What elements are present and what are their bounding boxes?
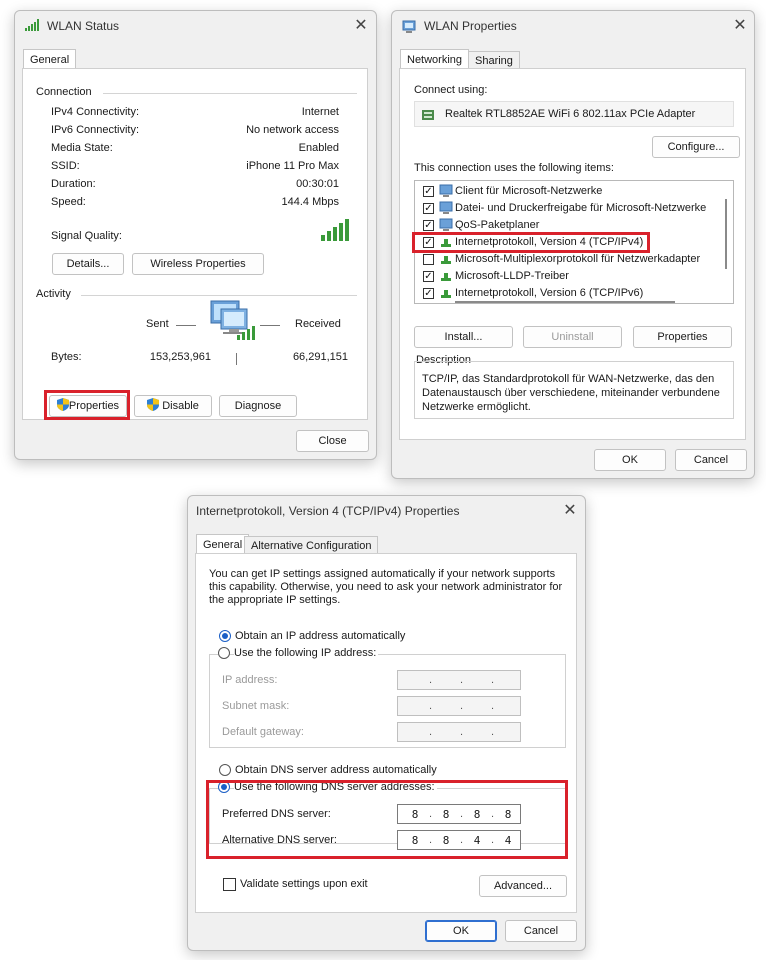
obtain-ip-auto-radio[interactable] [219,630,231,642]
tab-general[interactable]: General [23,49,76,69]
signal-bars-icon [321,219,351,241]
default-gateway-input[interactable]: . . . [397,722,521,742]
list-item[interactable] [421,286,711,302]
preferred-dns-input[interactable]: 8 . 8 . 8 . 8 [397,804,521,824]
bytes-received-value: 66,291,151 [292,351,348,363]
obtain-dns-auto-label[interactable]: Obtain DNS server address automatically [235,764,437,776]
ipv4-connectivity-value: Internet [301,106,339,118]
description-text: TCP/IP, das Standardprotokoll für WAN-Netzwerke, das den Datenaustausch über verschiedene, miteinander verbundene Netzwerke ermöglicht. [422,373,720,413]
status-properties-label: Properties [68,400,120,412]
ipv4-connectivity-label: IPv4 Connectivity: [51,106,140,118]
obtain-ip-auto-label[interactable]: Obtain an IP address automatically [235,630,406,642]
disable-button[interactable] [134,395,212,417]
tab-networking[interactable]: Networking [400,49,469,69]
adapter-name: Realtek RTL8852AE WiFi 6 802.11ax PCIe Adapter [445,108,696,120]
connection-header: Connection [36,86,92,98]
item-label: Microsoft-LLDP-Treiber [455,270,569,282]
close-button[interactable]: Close [296,430,369,452]
ok-button[interactable]: OK [594,449,666,471]
vertical-scrollbar[interactable] [725,199,727,269]
protocol-icon [439,287,453,301]
use-following-ip-radio[interactable] [218,647,230,659]
disable-label: Disable [162,400,199,412]
cancel-button[interactable]: Cancel [505,920,577,942]
octet: 8 [442,834,450,847]
wlan-properties-titlebar[interactable] [392,11,754,41]
list-item[interactable] [421,201,711,217]
network-client-icon [439,184,453,198]
connect-using-label: Connect using: [414,84,488,96]
items-label: This connection uses the following items: [414,162,614,174]
media-state-value: Enabled [298,142,339,154]
item-checkbox[interactable]: ✓ [424,237,433,248]
ipv6-connectivity-label: IPv6 Connectivity: [51,124,140,136]
horizontal-scrollbar[interactable] [455,301,675,303]
item-checkbox[interactable]: ✓ [424,288,433,299]
protocol-icon [439,270,453,284]
default-gateway-label: Default gateway: [222,726,304,738]
item-checkbox[interactable]: ✓ [424,186,433,197]
octet: 8 [473,808,481,821]
sent-label: Sent [146,318,169,330]
intro-text: You can get IP settings assigned automatically if your network supports this capability. Otherwise, you need to ask your network administrator for the appropriate IP settings. [209,568,563,606]
configure-button[interactable]: Configure... [652,136,740,158]
close-icon[interactable]: ✕ [563,502,577,519]
wlan-status-window [14,10,377,460]
validate-label[interactable]: Validate settings upon exit [240,878,368,890]
item-label: Internetprotokoll, Version 6 (TCP/IPv6) [455,287,644,299]
obtain-dns-auto-radio[interactable] [219,764,231,776]
alternative-dns-input[interactable]: 8 . 8 . 4 . 4 [397,830,521,850]
item-checkbox[interactable] [423,254,434,265]
item-label: Internetprotokoll, Version 4 (TCP/IPv4) [455,236,644,248]
ssid-value: iPhone 11 Pro Max [246,160,339,172]
list-item[interactable] [421,184,711,200]
octet: 8 [411,808,419,821]
close-icon[interactable]: ✕ [354,17,368,34]
bytes-label: Bytes: [51,351,82,363]
activity-header: Activity [36,288,71,300]
alternative-dns-label: Alternative DNS server: [222,834,337,846]
speed-value: 144.4 Mbps [281,196,339,208]
octet: 4 [473,834,481,847]
network-client-icon [439,201,453,215]
ipv6-connectivity-value: No network access [246,124,339,136]
wlan-properties-window [391,10,755,479]
ipv4-general-panel [195,553,577,913]
preferred-dns-label: Preferred DNS server: [222,808,331,820]
list-item[interactable] [421,252,711,268]
ipv4-titlebar[interactable] [188,496,585,526]
ok-button[interactable]: OK [425,920,497,942]
window-title: Internetprotokoll, Version 4 (TCP/IPv4) Properties [196,504,460,518]
wlan-status-titlebar[interactable] [15,11,376,41]
signal-quality-label: Signal Quality: [51,230,122,242]
highlight-ipv4-item-box [412,232,650,253]
use-following-ip-label[interactable]: Use the following IP address: [234,647,377,659]
wireless-properties-button[interactable]: Wireless Properties [132,253,264,275]
octet: 8 [411,834,419,847]
duration-value: 00:30:01 [296,178,339,190]
list-item[interactable] [421,269,711,285]
duration-label: Duration: [51,178,96,190]
item-label: Datei- und Druckerfreigabe für Microsoft-Netzwerke [455,202,707,214]
subnet-mask-label: Subnet mask: [222,700,290,712]
highlight-properties-box [44,390,130,420]
adapter-field [414,101,734,127]
networking-panel [399,68,746,440]
network-adapter-icon [402,18,418,34]
general-panel [22,68,368,420]
media-state-label: Media State: [51,142,113,154]
protocol-icon [439,253,453,267]
item-checkbox[interactable]: ✓ [424,271,433,282]
network-client-icon [439,218,453,232]
subnet-mask-input[interactable]: . . . [397,696,521,716]
item-label: Client für Microsoft-Netzwerke [455,185,603,197]
signal-icon [25,19,41,31]
close-icon[interactable]: ✕ [733,17,747,34]
tab-alternative-configuration[interactable]: Alternative Configuration [244,536,378,554]
item-label: QoS-Paketplaner [455,219,540,231]
validate-checkbox[interactable] [223,878,236,891]
tab-sharing[interactable]: Sharing [468,51,520,69]
shield-icon [147,398,159,411]
adapter-icon [421,108,435,122]
uninstall-button[interactable]: Uninstall [523,326,622,348]
description-header: Description [416,354,472,366]
ssid-label: SSID: [51,160,80,172]
install-button[interactable]: Install... [414,326,513,348]
ip-address-input[interactable]: . . . [397,670,521,690]
ipv4-properties-window [187,495,586,951]
speed-label: Speed: [51,196,86,208]
octet: 8 [504,808,512,821]
use-following-dns-label[interactable]: Use the following DNS server addresses: [234,781,435,793]
window-title: WLAN Properties [424,19,517,33]
ip-address-label: IP address: [222,674,278,686]
item-label: Microsoft-Multiplexorprotokoll für Netzwerkadapter [455,253,701,265]
window-title: WLAN Status [47,19,120,33]
tab-general[interactable]: General [196,534,249,554]
diagnose-button[interactable]: Diagnose [219,395,297,417]
advanced-button[interactable]: Advanced... [479,875,567,897]
item-checkbox[interactable]: ✓ [424,220,433,231]
cancel-button[interactable]: Cancel [675,449,747,471]
highlight-dns-box [206,780,568,859]
item-properties-button[interactable]: Properties [633,326,732,348]
received-label: Received [295,318,341,330]
bytes-sent-value: 153,253,961 [149,351,211,363]
octet: 4 [504,834,512,847]
details-button[interactable]: Details... [52,253,124,275]
octet: 8 [442,808,450,821]
network-computer-icon [207,299,257,341]
item-checkbox[interactable]: ✓ [424,203,433,214]
